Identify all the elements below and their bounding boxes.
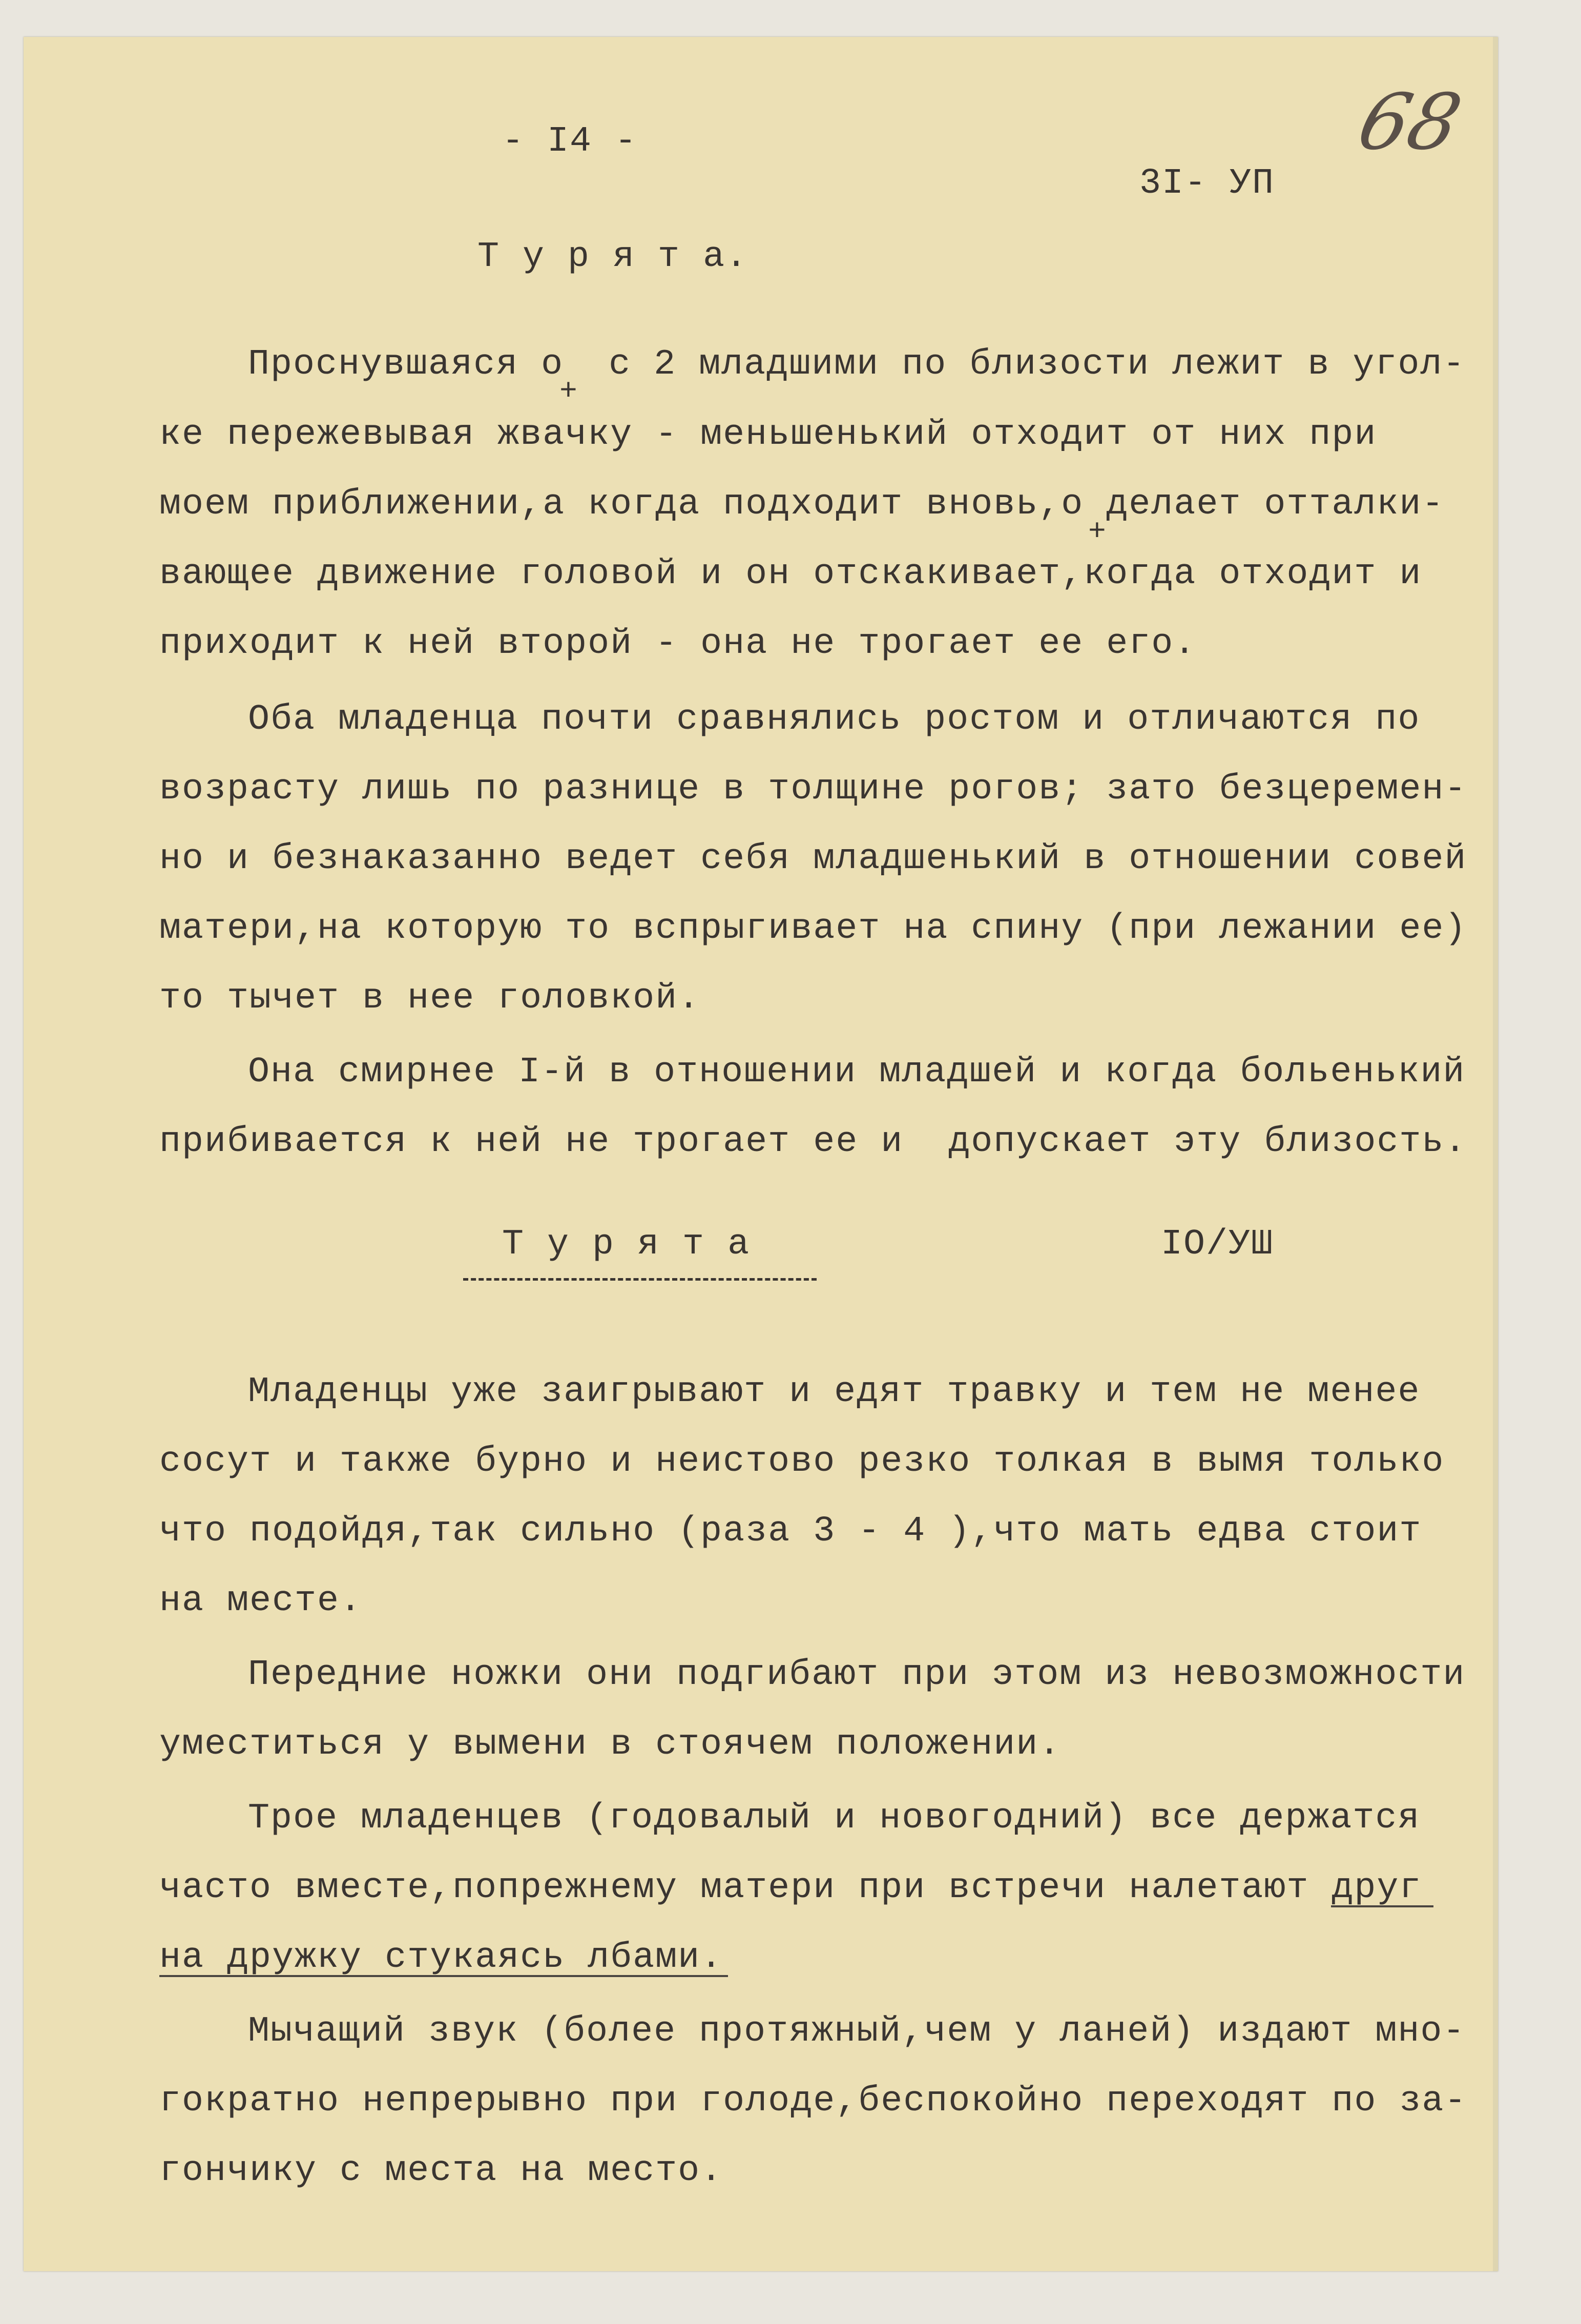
document-page [24, 37, 1498, 2271]
paragraph-line: на дружку стукаясь лбами. [159, 1938, 723, 1978]
paragraph-line: матери,на которую то вспрыгивает на спину (при лежании ее) [159, 909, 1467, 949]
paragraph-line: Мычащий звук (более протяжный,чем у ланей) издают мно- [248, 2011, 1466, 2052]
paragraph-line: приходит к ней второй - она не трогает ее его. [159, 624, 1197, 664]
female-symbol-mark: + [559, 375, 577, 408]
paragraph-line: Передние ножки они подгибают при этом из невозможности [248, 1655, 1466, 1695]
paragraph-line: прибивается к ней не трогает ее и допускает эту близость. [159, 1122, 1467, 1162]
paragraph-line: сосут и также бурно и неистово резко толкая в вымя только [159, 1442, 1445, 1482]
paragraph-line: но и безнаказанно ведет себя младшенький в отношении совей [159, 839, 1467, 879]
entry-date: 3I- УП [1139, 163, 1275, 204]
paragraph-line: уместиться у вымени в стоячем положении. [159, 1724, 1062, 1765]
entry-date-2: IO/УШ [1161, 1224, 1274, 1265]
page-number: - I4 - [502, 121, 638, 162]
paragraph-line: на месте. [159, 1581, 363, 1621]
paragraph-line: то тычет в нее головкой. [159, 978, 701, 1019]
heading-underline [463, 1278, 817, 1281]
paragraph-line: вающее движение головой и он отскакивает,когда отходит и [159, 554, 1422, 594]
paragraph-line: ке пережевывая жвачку - меньшенький отходит от них при [159, 415, 1377, 455]
paragraph-line: Проснувшаяся о с 2 младшими по близости лежит в угол- [248, 344, 1466, 385]
female-symbol-mark: + [1088, 516, 1106, 549]
paragraph-line: гончику с места на место. [159, 2151, 723, 2191]
paragraph-line: гократно непрерывно при голоде,беспокойно переходят по за- [159, 2081, 1467, 2122]
paragraph-line: Она смирнее I-й в отношении младшей и когда больенький [248, 1052, 1466, 1093]
paragraph-line: возрасту лишь по разнице в толщине рогов; зато безцеремен- [159, 769, 1467, 810]
paragraph-line: моем приближении,а когда подходит вновь,о делает отталки- [159, 484, 1445, 525]
paragraph-line: Трое младенцев (годовалый и новогодний) все держатся [248, 1798, 1421, 1839]
handwritten-underline [159, 1975, 728, 1977]
archive-folio-number: 68 [1349, 78, 1470, 167]
paragraph-line: часто вместе,попрежнему матери при встречи налетают друг [159, 1868, 1422, 1908]
paragraph-line: Младенцы уже заигрывают и едят травку и тем не менее [248, 1372, 1421, 1412]
heading-turyata: Т у р я т а. [477, 237, 748, 277]
paragraph-line: Оба младенца почти сравнялись ростом и отличаются по [248, 700, 1421, 740]
handwritten-underline [1331, 1905, 1433, 1907]
heading-turyata-2: Т у р я т а [502, 1224, 751, 1265]
paragraph-line: что подойдя,так сильно (раза 3 - 4 ),что мать едва стоит [159, 1511, 1422, 1552]
